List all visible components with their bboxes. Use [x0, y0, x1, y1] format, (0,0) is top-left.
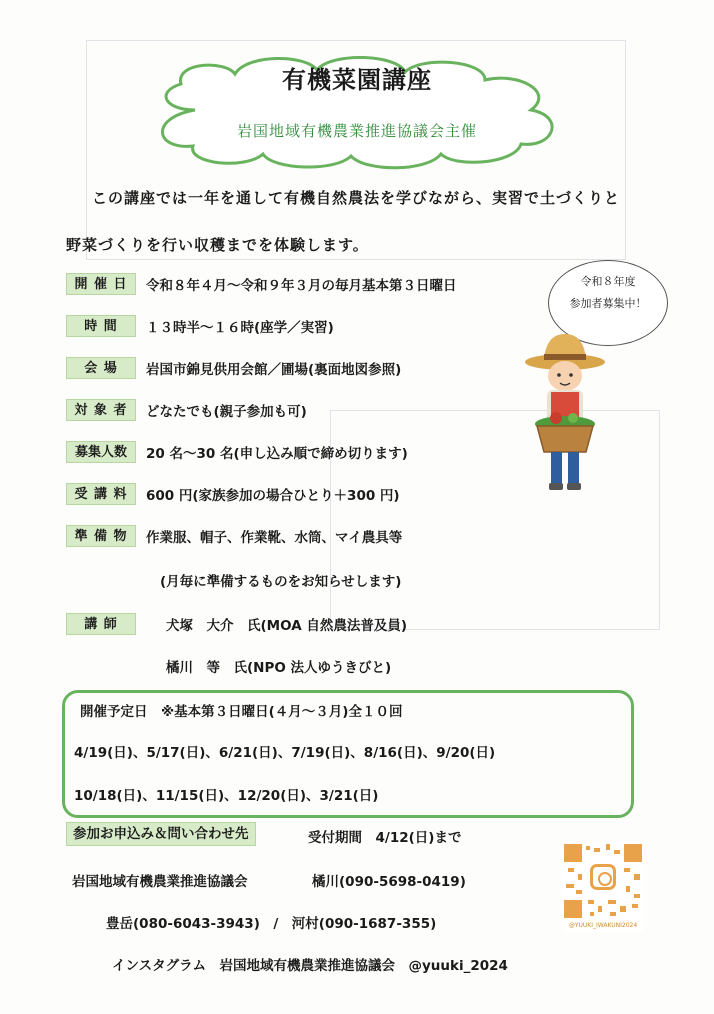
detail-label: 開 催 日 — [66, 273, 136, 295]
detail-label: 時 間 — [66, 315, 136, 337]
intro-line-2: 野菜づくりを行い収穫までを体験します。 — [66, 236, 369, 254]
schedule-line-2: 10/18(日)、11/15(日)、12/20(日)、3/21(日) — [74, 788, 379, 804]
detail-row-date — [66, 272, 457, 296]
instructor-1: 犬塚 大介 氏(MOA 自然農法普及員) — [166, 618, 408, 634]
detail-value: どなたでも(親子参加も可) — [146, 404, 307, 420]
detail-row-capacity — [66, 440, 408, 464]
detail-label: 受 講 料 — [66, 483, 136, 505]
detail-value: 20 名～30 名(申し込み順で締め切ります) — [146, 446, 408, 462]
intro-line-1: この講座では一年を通して有機自然農法を学びながら、実習で土づくりと — [92, 189, 621, 207]
detail-label: 募集人数 — [66, 441, 136, 463]
schedule-line-1: 4/19(日)、5/17(日)、6/21(日)、7/19(日)、8/16(日)、9/20(日) — [74, 745, 496, 761]
detail-row-venue — [66, 356, 401, 380]
prep-note: (月毎に準備するものをお知らせします) — [160, 574, 402, 590]
contact-1: 橘川(090-5698-0419) — [312, 874, 466, 890]
qr-caption: @YUUKI_IWAKUNI2024 — [568, 922, 638, 929]
detail-row-fee — [66, 482, 400, 506]
footer-instagram: インスタグラム 岩国地域有機農業推進協議会 @yuuki_2024 — [112, 958, 508, 974]
detail-value: 令和８年４月～令和９年３月の毎月基本第３日曜日 — [146, 278, 457, 294]
detail-value: １３時半～１６時(座学／実習) — [146, 320, 334, 336]
bubble-line-2: 参加者募集中！ — [569, 297, 647, 310]
detail-label: 対 象 者 — [66, 399, 136, 421]
instagram-icon — [590, 864, 616, 890]
page-subtitle: 岩国地域有機農業推進協議会主催 — [236, 122, 477, 140]
detail-label: 講 師 — [66, 613, 136, 635]
qr-code[interactable] — [562, 842, 644, 932]
instructor-2: 橘川 等 氏(NPO 法人ゆうきびと) — [166, 660, 392, 676]
bubble-line-1: 令和８年度 — [580, 275, 636, 288]
detail-value: 作業服、帽子、作業靴、水筒、マイ農具等 — [146, 530, 403, 546]
detail-row-target — [66, 398, 307, 422]
contact-2: 豊岳(080-6043-3943) / 河村(090-1687-355) — [106, 916, 437, 932]
schedule-heading: 開催予定日 ※基本第３日曜日(４月～３月)全１０回 — [80, 704, 403, 720]
detail-value: 岩国市錦見供用会館／圃場(裏面地図参照) — [146, 362, 402, 378]
detail-label: 準 備 物 — [66, 525, 136, 547]
detail-value: 600 円(家族参加の場合ひとり＋300 円) — [146, 488, 400, 504]
detail-row-time — [66, 314, 334, 338]
detail-label: 会 場 — [66, 357, 136, 379]
apply-period: 受付期間 4/12(日)まで — [308, 830, 462, 846]
detail-row-items — [66, 524, 402, 548]
apply-label: 参加お申込み＆問い合わせ先 — [66, 822, 256, 846]
detail-row-instructor — [66, 612, 407, 636]
farmer-illustration — [520, 330, 610, 500]
page-title: 有機菜園講座 — [282, 66, 432, 94]
apply-org: 岩国地域有機農業推進協議会 — [72, 874, 248, 890]
